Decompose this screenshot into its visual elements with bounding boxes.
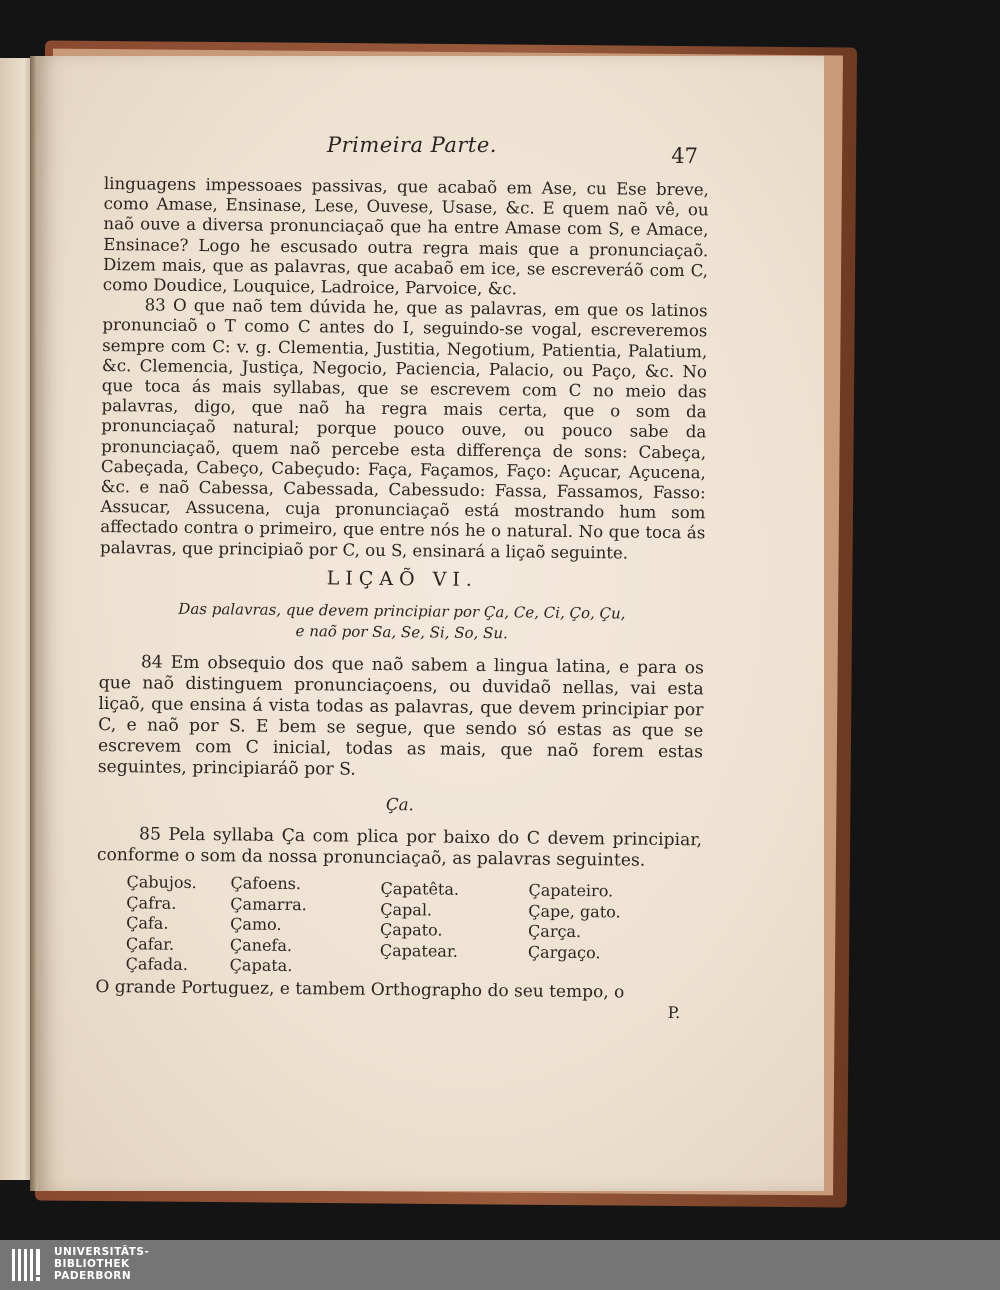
word-item: Çargaço. — [527, 942, 601, 963]
word-item: Çapata. — [229, 955, 293, 976]
word-item: Çapato. — [380, 920, 443, 940]
word-column-2 — [230, 874, 381, 978]
paragraph-85: 85 Pela syllaba Ça com plica por baixo do C devem principiar, conforme o som da nossa pronunciaçaõ, as palavras seguintes. — [96, 824, 703, 871]
gutter-shadow — [30, 56, 38, 1191]
lesson-subtitle-line-2: e naõ por Sa, Se, Si, So, Su. — [295, 622, 508, 643]
logo-line-3: PADERBORN — [54, 1270, 132, 1282]
word-item: Çafoens. — [230, 873, 302, 894]
word-item: Çafada. — [125, 954, 188, 975]
lesson-subtitle-line-1: Das palavras, que devem principiar por Ça, Ce, Ci, Ço, Çu, — [178, 599, 626, 623]
word-item: Çamo. — [230, 914, 282, 935]
lesson-subtitle — [119, 598, 684, 646]
lesson-title: LIÇAÕ VI. — [326, 567, 479, 591]
word-item: Çanefa. — [229, 935, 293, 955]
word-column-3 — [380, 875, 529, 979]
word-item: Çapateiro. — [528, 880, 614, 901]
library-footer — [0, 1240, 1000, 1290]
word-item: Çabujos. — [126, 872, 197, 893]
paragraph-84: 84 Em obsequio dos que naõ sabem a lingua latina, e para os que naõ distinguem pronunciaçoens, ou duvidaõ nellas, vai esta liçaõ, que ensina á vista todas as palavras, que devem principiar por C, e naõ por S. E bem se segue, que sendo só estas as que se escrevem com C inicial, todas as mais, que naõ forem estas seguintes, principiaráõ por S. — [97, 652, 704, 780]
section-label: Ça. — [385, 795, 414, 815]
paragraph-83: 83 O que naõ tem dúvida he, que as palavras, em que os latinos pronunciaõ o T como C antes do I, seguindo-se vogal, escreveremos sempre com C: v. g. Clementia, Justitia, Negotium, Patientia, Palatium, &c. Clemencia, Justiça, Negocio, Paciencia, Palacio, ou Paço, &c. No que toca ás mais syllabas, que se escrevem com C no meio das palavras, digo, que naõ ha regra mais certa, que o som da pronunciaçaõ natural; porque pouco ouve, ou pouco sabe da pronunciaçaõ, quem naõ percebe esta differença de sons: Cabeça, Cabeçada, Cabeço, Cabeçudo: Faça, Façamos, Faço: Açucar, Açucena, &c. e naõ Cabessa, Cabessada, Cabessudo: Fassa, Fassamos, Fasso: Assucar, Assucena, cuja pronunciaçaõ está mostrando hum som affectado contra o primeiro, que entre nós he o natural. No que toca ás palavras, que principiaõ por C, ou S, ensinará a liçaõ seguinte. — [99, 295, 708, 563]
library-logo-text — [54, 1246, 149, 1282]
catchword: P. — [667, 1002, 681, 1023]
running-head: Primeira Parte. — [327, 133, 497, 157]
word-list — [126, 873, 702, 982]
word-column-4 — [528, 877, 669, 981]
word-column-1 — [126, 873, 231, 977]
word-item: Çamarra. — [230, 894, 307, 914]
word-item: Çafar. — [125, 934, 175, 954]
text-block — [95, 174, 709, 1023]
left-page-edge — [0, 58, 34, 1180]
logo-line-2: BIBLIOTHEK — [54, 1258, 130, 1270]
word-item: Çafa. — [126, 913, 169, 933]
word-item: Çapatear. — [379, 940, 458, 961]
logo-line-1: UNIVERSITÄTS- — [54, 1246, 150, 1258]
book-page — [34, 56, 824, 1191]
word-item: Çarça. — [527, 921, 582, 942]
word-item: Çafra. — [126, 893, 177, 913]
final-line: O grande Portuguez, e tambem Orthographo do seu tempo, o — [95, 976, 625, 1003]
page-number: 47 — [671, 144, 698, 168]
word-item: Çape, gato. — [528, 901, 621, 922]
library-logo-icon — [12, 1247, 46, 1283]
word-item: Çapatêta. — [380, 879, 460, 900]
paragraph-continuation: linguagens impessoaes passivas, que acabaõ em Ase, cu Ese breve, como Amase, Ensinase, Lese, Ouvese, Usase, &c. E quem naõ vê, ou naõ ouve a diversa pronunciaçaõ que ha entre Amase com S, e Amace, Ensinace? Logo he escusado outra regra mais que a pronunciaçaõ. Dizem mais, que as palavras, que acabaõ em ice, se escreveráõ com C, como Doudice, Louquice, Ladroice, Parvoice, &c. — [102, 174, 709, 299]
word-item: Çapal. — [380, 899, 433, 920]
